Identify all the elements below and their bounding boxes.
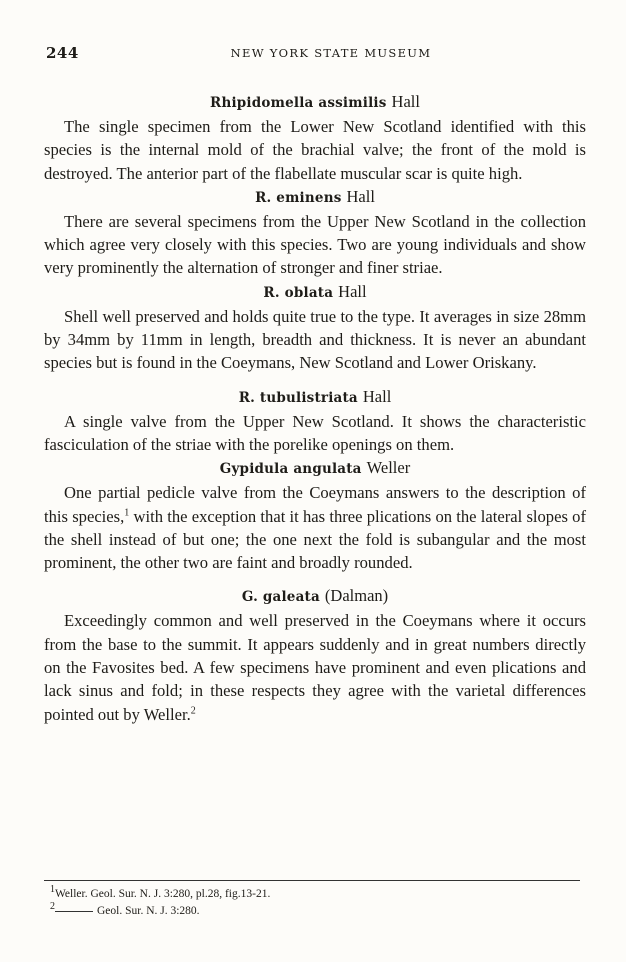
species-description — [44, 609, 586, 725]
species-description — [44, 481, 586, 574]
footnote-ref: 2 — [190, 705, 196, 717]
footnote-mark: 1 — [50, 884, 55, 896]
species-name: R. oblata — [263, 284, 334, 301]
species-description: Shell well preserved and holds quite true to the type. It averages in size 28mm by 34mm by 11mm in length, breadth and thickness. It is never an abundant species but is found in the Coeymans, New Scotland and Lower Oriskany. — [44, 306, 586, 373]
running-head: NEW YORK STATE MUSEUM — [230, 46, 432, 60]
species-name: R. tubulistriata — [238, 389, 358, 406]
description-text: One partial pedicle valve from the Coeymans answers to the description of this species, — [44, 483, 586, 526]
species-author: Hall — [338, 281, 367, 301]
footnote — [50, 903, 270, 920]
footnote-text: Geol. Sur. N. J. 3:280. — [97, 905, 200, 917]
footnote — [50, 886, 270, 903]
page-header — [44, 44, 588, 64]
species-author: Hall — [391, 92, 420, 111]
species-description: The single specimen from the Lower New Scotland identified with this species is the internal mold of the brachial valve; the front of the mold is destroyed. The anterior part of the flabellate muscular scar is quite high. — [44, 117, 586, 183]
species-author: (Dalman) — [324, 586, 389, 606]
footnote-ref: 1 — [124, 507, 130, 519]
species-author: Hall — [346, 186, 375, 206]
species-name: Gypidula angulata — [219, 461, 362, 478]
species-heading — [44, 280, 586, 305]
species-heading — [44, 185, 586, 210]
footnotes — [50, 886, 270, 920]
species-description: There are several specimens from the Upper New Scotland in the collection which agree very closely with this species. Two are young individuals and show very prominently the alternation of stronger and finer striae. — [44, 211, 586, 278]
ditto-dash — [55, 911, 93, 912]
species-heading — [44, 385, 586, 410]
species-name: G. galeata — [241, 589, 320, 606]
species-heading — [44, 584, 586, 609]
footnote-rule — [44, 880, 580, 881]
footnote-text: Weller. Geol. Sur. N. J. 3:280, pl.28, fig.13-21. — [55, 888, 271, 900]
page-body — [44, 90, 586, 726]
species-description: A single valve from the Upper New Scotland. It shows the characteristic fasciculation of the striae with the porelike openings on them. — [44, 411, 586, 454]
description-text: with the exception that it has three plications on the lateral slopes of the shell instead of but one; the one next the fold is subangular and the most prominent, the other two are faint and broadly rounded. — [44, 506, 586, 573]
page-number: 244 — [46, 44, 79, 62]
species-heading — [44, 456, 586, 481]
species-author: Weller — [366, 458, 411, 478]
species-author: Hall — [362, 386, 392, 406]
footnote-mark: 2 — [50, 901, 55, 913]
species-heading — [44, 90, 586, 115]
description-text: Exceedingly common and well preserved in the Coeymans where it occurs from the base to the summit. It appears suddenly and in great numbers directly on the Favosites bed. A few specimens have prominent and even plications and lack sinus and fold; in these respects they agree with the varietal differences pointed out by Weller. — [44, 611, 586, 724]
species-name: Rhipidomella assimilis — [210, 95, 387, 111]
species-name: R. eminens — [255, 189, 342, 206]
